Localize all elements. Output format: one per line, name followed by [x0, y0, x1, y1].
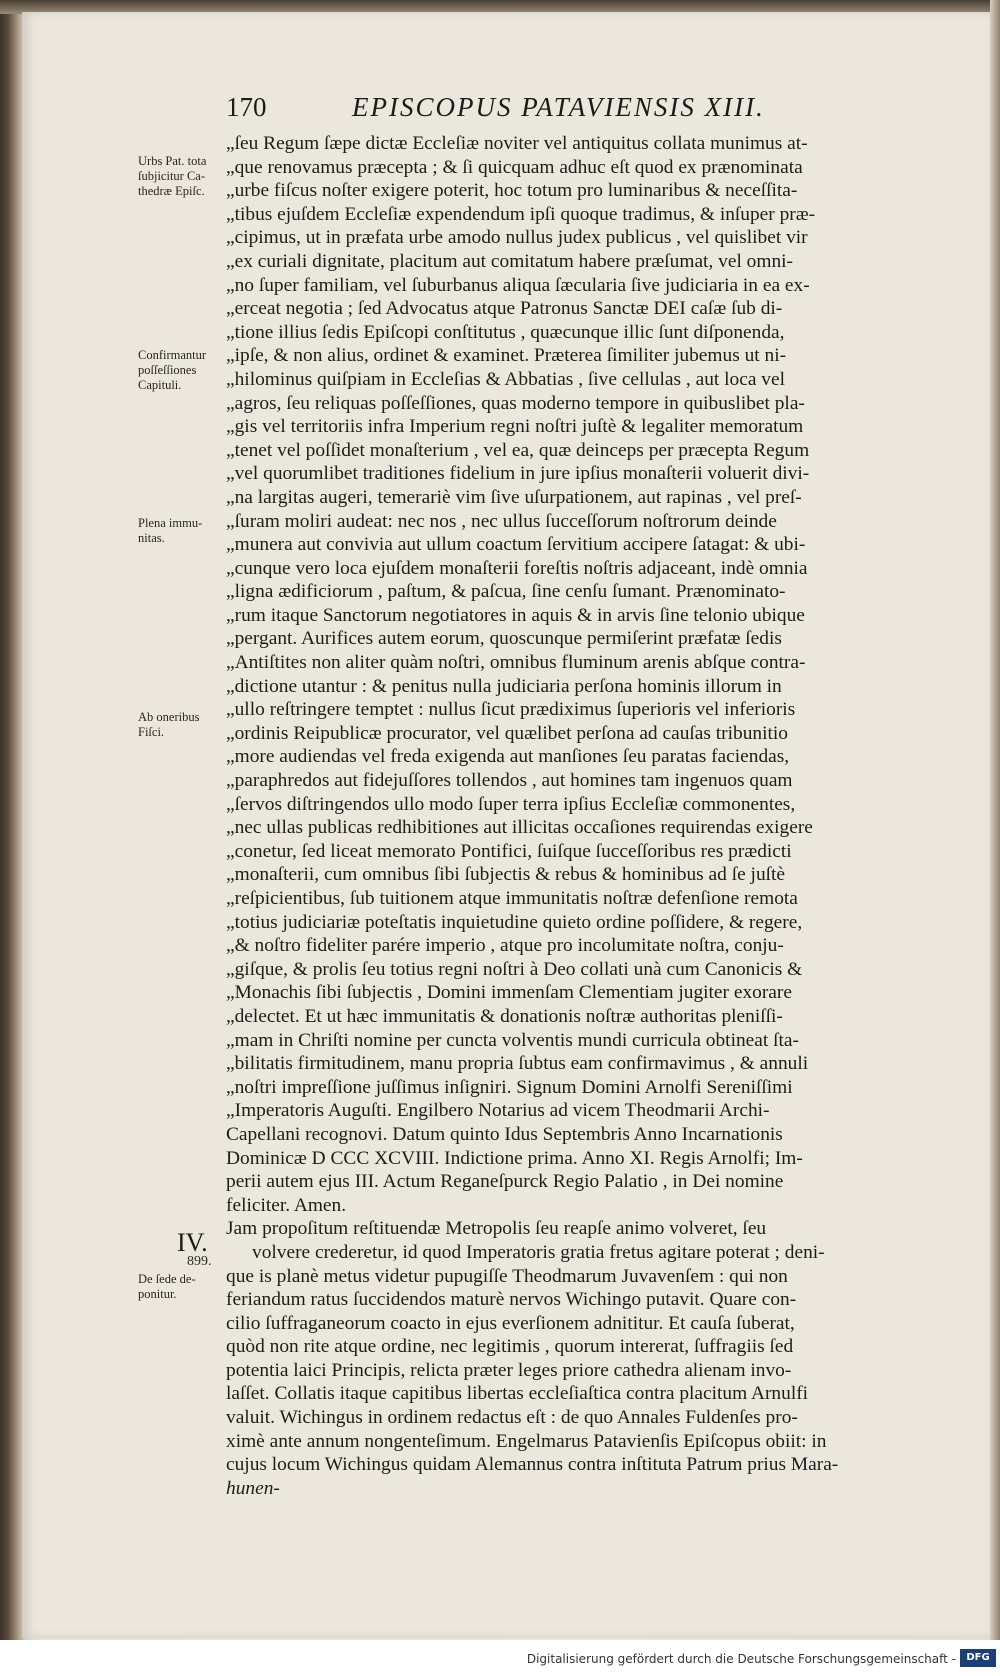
text-line: cilio ſuffraganeorum coacto in ejus everſionem adnititur. Et cauſa ſuberat, — [226, 1312, 795, 1334]
text-line: quòd non rite atque ordine, nec legitimis , quorum intererat, ſuffragiis ſed — [226, 1336, 794, 1358]
text-line: „tione illius ſedis Epiſcopi conſtitutus , quæcunque illic ſunt diſponenda, — [226, 321, 785, 343]
text-line: „Imperatoris Auguſti. Engilbero Notarius ad vicem Theodmarii Archi- — [226, 1100, 770, 1122]
text-line: „tibus ejuſdem Eccleſiæ expendendum ipſi quoque tradimus, & inſuper præ- — [226, 203, 816, 225]
text-line: „Monachis ſibi ſubjectis , Domini immenſam Clementiam jugiter exorare — [226, 982, 792, 1004]
marginal-note: Capituli. — [138, 378, 182, 392]
running-title: EPISCOPUS PATAVIENSIS XIII. — [352, 92, 765, 122]
text-line: „rum itaque Sanctorum negotiatores in aquis & in arvis ſine telonio ubique — [226, 604, 805, 626]
marginal-note: Plena immu- — [138, 516, 203, 530]
marginal-note: De ſede de- — [138, 1272, 196, 1286]
section-number: IV. — [177, 1228, 208, 1257]
marginal-note: Ab oneribus — [138, 710, 200, 724]
marginal-note: thedræ Epiſc. — [138, 184, 205, 198]
text-line: „na largitas augeri, temerariè vim ſive uſurpationem, aut rapinas , vel preſ- — [226, 486, 802, 508]
digitization-footer — [0, 1640, 1000, 1676]
dfg-logo: DFG — [960, 1649, 996, 1667]
year-marker: 899. — [187, 1254, 212, 1269]
text-line: „gis vel territoriis infra Imperium regni noſtri juſtè & legaliter memoratum — [226, 416, 804, 438]
text-line: „bilitatis firmitudinem, manu propria ſubtus eam confirmavimus , & annuli — [226, 1053, 809, 1075]
text-line: „& noſtro fideliter parére imperio , atque pro incolumitate noſtra, conju- — [226, 935, 784, 957]
text-line: „que renovamus præcepta ; & ſi quicquam adhuc eſt quod ex prænominata — [226, 156, 803, 178]
text-line: valuit. Wichingus in ordinem redactus eſt : de quo Annales Fuldenſes pro- — [226, 1407, 798, 1429]
marginal-note: Urbs Pat. tota — [138, 154, 207, 168]
text-line: hunen- — [226, 1477, 280, 1499]
text-line: „Antiſtites non aliter quàm noſtri, omnibus fluminum arenis abſque contra- — [226, 652, 806, 674]
text-line: „cunque vero loca ejuſdem monaſterii foreſtis noſtris adjaceant, indè omnia — [226, 557, 808, 579]
text-line: „ullo reſtringere temptet : nullus ſicut prædiximus ſuperioris vel inferioris — [226, 699, 796, 721]
text-line: „hilominus quiſpiam in Eccleſias & Abbatias , ſive cellulas , aut loca vel — [226, 368, 785, 390]
text-line: „dictione utantur : & penitus nulla judiciaria perſona hominis illorum in — [226, 675, 782, 697]
text-line: „noſtri impreſſione juſſimus inſigniri. Signum Domini Arnolfi Sereniſſimi — [226, 1076, 793, 1098]
text-line: „cipimus, ut in præfata urbe amodo nullus judex publicus , vel quislibet vir — [226, 227, 808, 249]
text-line: „paraphredos aut fidejuſſores tollendos , aut homines tam ingenuos quam — [226, 770, 793, 792]
text-line: „reſpicientibus, ſub tuitionem atque immunitatis noſtræ defenſione remota — [226, 888, 798, 909]
text-line: „totius judiciariæ poteſtatis inquietudine quieto ordine poſſidere, & regere, — [226, 911, 803, 933]
marginal-note: Fiſci. — [138, 725, 165, 739]
text-line: „nec ullas publicas redhibitiones aut illicitas occaſiones requirendas exigere — [226, 817, 813, 839]
text-line: „ſeu Regum ſæpe dictæ Eccleſiæ noviter vel antiquitus collata munimus at- — [226, 133, 808, 154]
text-line: „ex curiali dignitate, placitum aut comitatum habere præſumat, vel omni- — [226, 250, 793, 272]
text-line: feliciter. Amen. — [226, 1194, 347, 1216]
text-line: „erceat negotia ; ſed Advocatus atque Patronus Sanctæ DEI caſæ ſub di- — [226, 298, 783, 320]
page-number: 170 — [226, 92, 267, 122]
text-line: „ligna ædificiorum , paſtum, & paſcua, ſine cenſu ſumant. Prænominato- — [226, 581, 786, 603]
text-line: „ſuram moliri audeat: nec nos , nec ullus ſucceſſorum noſtrorum deinde — [226, 510, 777, 532]
text-line: feriandum ratus ſuccidendos maturè nervos Wichingo putavit. Quare con- — [226, 1289, 797, 1311]
text-line: „pergant. Aurifices autem eorum, quoscunque permiſerint præfatæ ſedis — [226, 628, 782, 650]
text-line: „delectet. Et ut hæc immunitatis & donationis noſtræ authoritas pleniſſi- — [226, 1005, 783, 1027]
text-line: „ordinis Reipublicæ procurator, vel quælibet perſona ad cauſas tribunitio — [226, 722, 788, 744]
text-line: Dominicæ D CCC XCVIII. Indictione prima. Anno XI. Regis Arnolfi; Im- — [226, 1147, 803, 1169]
text-line: „giſque, & prolis ſeu totius regni noſtri à Deo collati unà cum Canonicis & — [226, 958, 803, 980]
text-line: „no ſuper familiam, vel ſuburbanus aliqua ſæcularia ſive judiciaria in ea ex- — [226, 274, 810, 296]
text-line: „ſervos diſtringendos ullo modo ſuper terra ipſius Eccleſiæ commonentes, — [226, 793, 796, 815]
text-line: perii autem ejus III. Actum Reganeſpurck Regio Palatio , in Dei nomine — [226, 1171, 784, 1193]
text-line: „munera aut convivia aut ullum coactum ſervitium accipere ſatagat: & ubi- — [226, 534, 806, 556]
text-line: Capellani recognovi. Datum quinto Idus Septembris Anno Incarnationis — [226, 1123, 783, 1145]
marginal-note: nitas. — [138, 531, 165, 545]
text-line: ximè ante annum nongenteſimum. Engelmarus Patavienſis Epiſcopus obiit: in — [226, 1430, 827, 1452]
marginal-note: ponitur. — [138, 1287, 177, 1301]
text-line: volvere crederetur, id quod Imperatoris gratia fretus agitare poterat ; deni- — [252, 1241, 825, 1263]
text-line: „conetur, ſed liceat memorato Pontifici, ſuiſque ſucceſſoribus res prædicti — [226, 840, 792, 862]
text-line: „monaſterii, cum omnibus ſibi ſubjectis & rebus & hominibus ad ſe juſtè — [226, 864, 786, 886]
text-line: que is planè metus videtur pupugiſſe Theodmarum Juvavenſem : qui non — [226, 1265, 788, 1287]
text-line: potentia laici Principis, relicta præter leges priore cathedra alienam invo- — [226, 1359, 792, 1381]
body-text — [226, 132, 950, 1500]
book-right-edge — [990, 0, 1000, 1640]
text-line: „more audiendas vel freda exigenda aut manſiones ſeu paratas faciendas, — [226, 746, 790, 768]
marginal-note: poſſeſſiones — [138, 363, 197, 377]
text-line: cujus locum Wichingus quidam Alemannus contra inſtituta Patrum prius Mara- — [226, 1454, 839, 1476]
footer-credit: Digitalisierung gefördert durch die Deutsche Forschungsgemeinschaft - — [526, 1652, 956, 1666]
marginal-note: Confirmantur — [138, 348, 207, 362]
text-line: „agros, ſeu reliquas poſſeſſiones, quas moderno tempore in quibuslibet pla- — [226, 392, 805, 414]
text-line: „tenet vel poſſidet monaſterium , vel ea, quæ deinceps per præcepta Regum — [226, 439, 810, 461]
text-line: „vel quorumlibet traditiones fidelium in jure ipſius monaſterii voluerit divi- — [226, 463, 810, 485]
marginal-note: ſubjicitur Ca- — [138, 169, 205, 183]
text-line: Jam propoſitum reſtituendæ Metropolis ſeu reapſe animo volveret, ſeu — [226, 1218, 767, 1240]
text-line: laſſet. Collatis itaque capitibus libertas eccleſiaſtica contra placitum Arnulfi — [226, 1383, 809, 1405]
running-head — [226, 92, 826, 128]
text-line: „mam in Chriſti nomine per cuncta volventis mundi curricula obtineat ſta- — [226, 1029, 799, 1051]
text-line: „urbe fiſcus noſter exigere poterit, hoc totum pro luminaribus & neceſſita- — [226, 180, 798, 202]
text-line: „ipſe, & non alius, ordinet & examinet. Præterea ſimiliter jubemus ut ni- — [226, 345, 787, 367]
